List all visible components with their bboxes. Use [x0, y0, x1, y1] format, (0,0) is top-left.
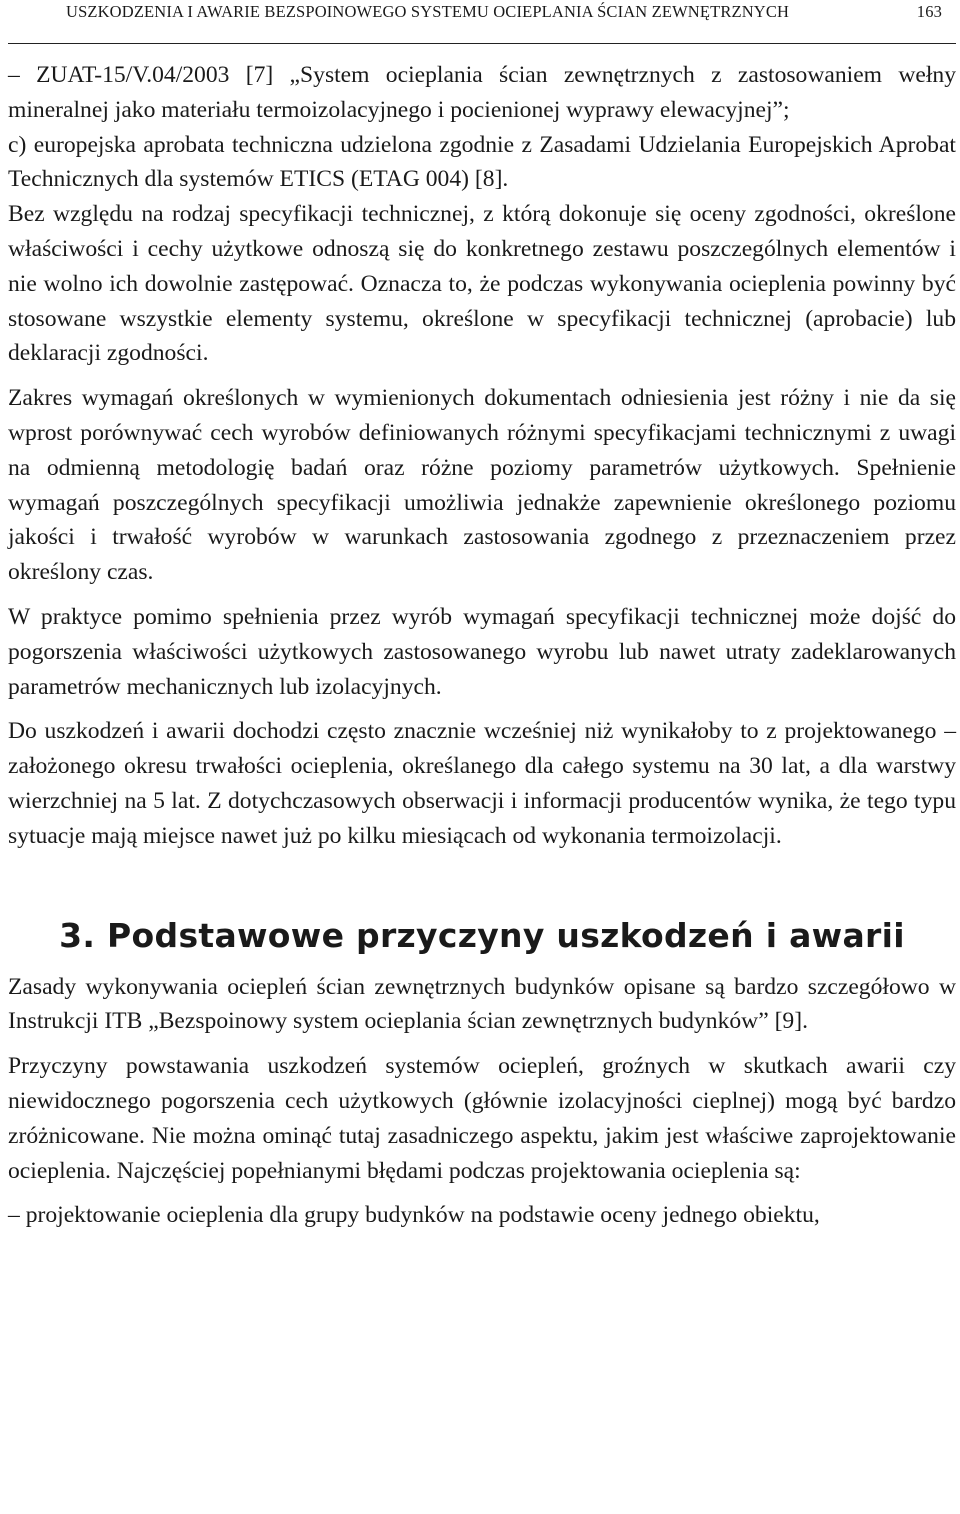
- body-text: [8, 58, 956, 1233]
- list-item: – projektowanie ocieplenia dla grupy budynków na podstawie oceny jednego obiektu,: [8, 1202, 820, 1229]
- list-item-etag: c) europejska aprobata techniczna udzielona zgodnie z Zasadami Udzielania Europejskich Aprobat Technicznych dla systemów ETICS (ETAG 004) [8].: [8, 131, 956, 193]
- paragraph: Do uszkodzeń i awarii dochodzi często znacznie wcześniej niż wynikałoby to z projektowanego – założonego okresu trwałości ocieplenia, określanego dla całego systemu na 30 lat, a dla warstwy wierzchniej na 5 lat. Z dotychczasowych obserwacji i informacji producentów wynika, że tego typu sytuacje mają miejsce nawet już po kilku miesiącach od wykonania termoizolacji.: [8, 718, 956, 849]
- running-header: [8, 0, 956, 44]
- running-title: USZKODZENIA I AWARIE BEZSPOINOWEGO SYSTEMU OCIEPLANIA ŚCIAN ZEWNĘTRZNYCH: [66, 2, 790, 21]
- paragraph: Bez względu na rodzaj specyfikacji technicznej, z którą dokonuje się oceny zgodności, określone właściwości i cechy użytkowe odnoszą się do konkretnego zestawu poszczególnych elementów i nie wolno ich dowolnie zastępować. Oznacza to, że podczas wykonywania ocieplenia powinny być stosowane wszystkie elementy systemu, określone w specyfikacji technicznej (aprobacie) lub deklaracji zgodności.: [8, 201, 956, 367]
- list-item-zuat: – ZUAT-15/V.04/2003 [7] „System ocieplania ścian zewnętrznych z zastosowaniem wełny mineralnej jako materiału termoizolacyjnego i pocienionej wyprawy elewacyjnej”;: [8, 62, 956, 123]
- page-number: 163: [916, 2, 942, 21]
- section-heading: 3. Podstawowe przyczyny uszkodzeń i awarii: [59, 915, 905, 955]
- paragraph: Zakres wymagań określonych w wymienionych dokumentach odniesienia jest różny i nie da się wprost porównywać cech wyrobów definiowanych różnymi specyfikacjami technicznymi z uwagi na odmienną metodologię badań oraz różne poziomy parametrów użytkowych. Spełnienie wymagań poszczególnych specyfikacji umożliwia jednakże zapewnienie określonego poziomu jakości i trwałość wyrobów w warunkach zastosowania zgodnego z przeznaczeniem przez określony czas.: [8, 385, 956, 586]
- paragraph: W praktyce pomimo spełnienia przez wyrób wymagań specyfikacji technicznej może dojść do pogorszenia właściwości użytkowych zastosowanego wyrobu lub nawet utraty zadeklarowanych parametrów mechanicznych lub izolacyjnych.: [8, 603, 956, 700]
- paragraph: Przyczyny powstawania uszkodzeń systemów ociepleń, groźnych w skutkach awarii czy niewidocznego pogorszenia cech użytkowych (głównie izolacyjności cieplnej) mogą być bardzo zróżnicowane. Nie można ominąć tutaj zasadniczego aspektu, jakim jest właściwe zaprojektowanie ocieplenia. Najczęściej popełnianymi błędami podczas projektowania ocieplenia są:: [8, 1053, 956, 1184]
- paragraph: Zasady wykonywania ociepleń ścian zewnętrznych budynków opisane są bardzo szczegółowo w Instrukcji ITB „Bezspoinowy system ocieplania ścian zewnętrznych budynków” [9].: [8, 973, 956, 1035]
